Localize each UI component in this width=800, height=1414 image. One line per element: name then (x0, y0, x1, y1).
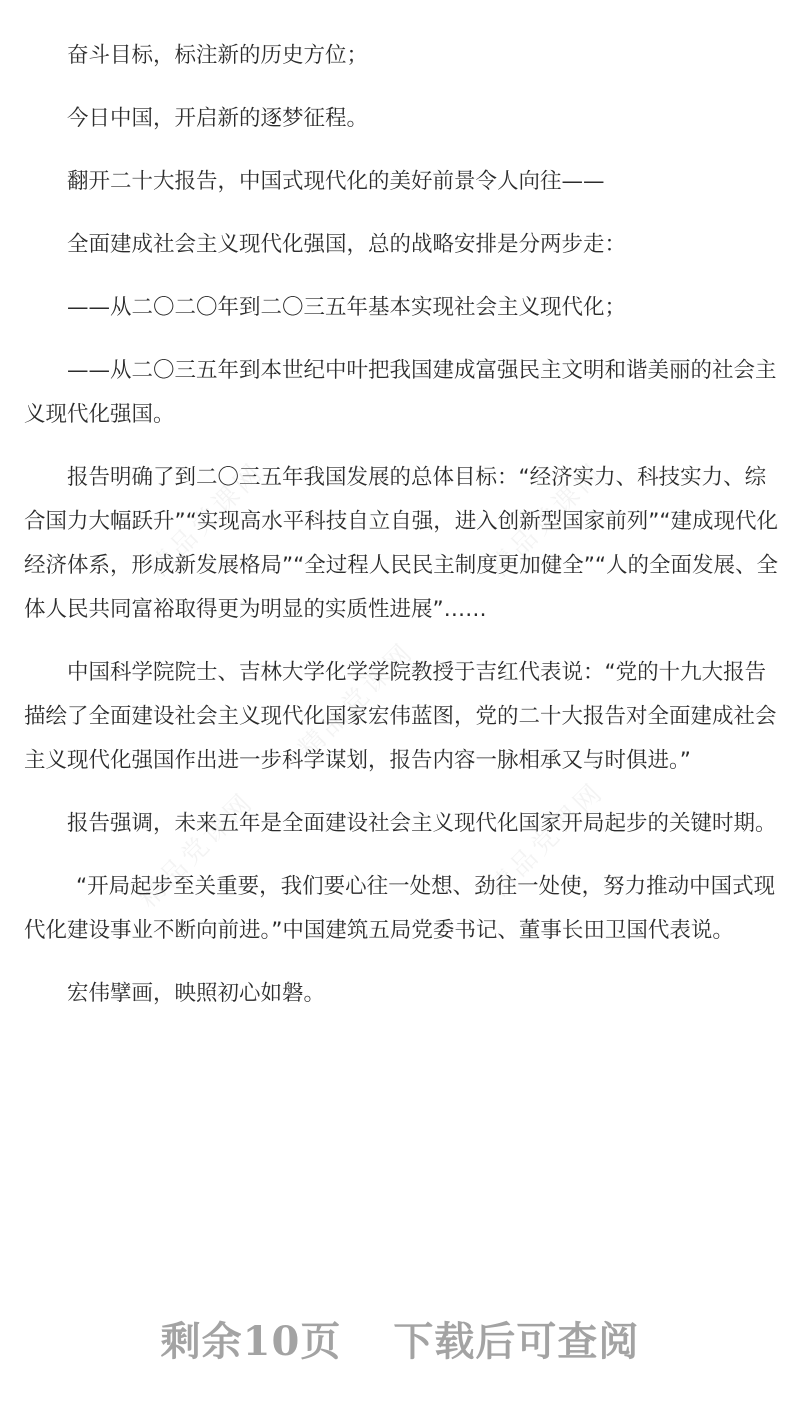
watermark: 精品党课网 (143, 456, 271, 584)
article-body (24, 0, 780, 1035)
remaining-pages-text: 剩余10页 (160, 1318, 342, 1365)
download-prompt[interactable] (0, 1310, 800, 1367)
paragraph: 报告明确了到二〇三五年我国发展的总体目标：“经济实力、科技实力、综合国力大幅跃升”“实现高水平科技自立自强，进入创新型国家前列”“建成现代化经济体系，形成新发展格局”“全过程人民民主制度更加健全”“人的全面发展、全体人民共同富裕取得更为明显的实质性进展”…… (24, 465, 779, 622)
paragraph: 奋斗目标，标注新的历史方位； (67, 43, 369, 68)
paragraph: 翻开二十大报告，中国式现代化的美好前景令人向往—— (67, 169, 605, 194)
paragraph: 今日中国，开启新的逐梦征程。 (67, 106, 369, 131)
paragraph: 中国科学院院士、吉林大学化学学院教授于吉红代表说：“党的十九大报告描绘了全面建设社会主义现代化国家宏伟蓝图，党的二十大报告对全面建成社会主义现代化强国作出进一步科学谋划，报告内容一脉相承又与时俱进。” (24, 660, 777, 773)
paragraph: 全面建成社会主义现代化强国，总的战略安排是分两步走： (67, 232, 627, 257)
paragraph: 报告强调，未来五年是全面建设社会主义现代化国家开局起步的关键时期。 (67, 811, 777, 836)
paragraph: “开局起步至关重要，我们要心往一处想、劲往一处使，努力推动中国式现代化建设事业不断向前进。”中国建筑五局党委书记、董事长田卫国代表说。 (24, 874, 776, 943)
paragraph: 宏伟擘画，映照初心如磐。 (67, 981, 326, 1006)
paragraph: ——从二〇三五年到本世纪中叶把我国建成富强民主文明和谐美丽的社会主义现代化强国。 (24, 358, 777, 427)
watermark: 精品党课网 (483, 776, 611, 904)
watermark: 精品党课网 (133, 786, 261, 914)
watermark: 精品党课网 (293, 636, 421, 764)
download-to-view-text: 下载后可查阅 (393, 1318, 640, 1365)
paragraph: ——从二〇二〇年到二〇三五年基本实现社会主义现代化； (67, 295, 627, 320)
watermark: 精品党课网 (483, 456, 611, 584)
